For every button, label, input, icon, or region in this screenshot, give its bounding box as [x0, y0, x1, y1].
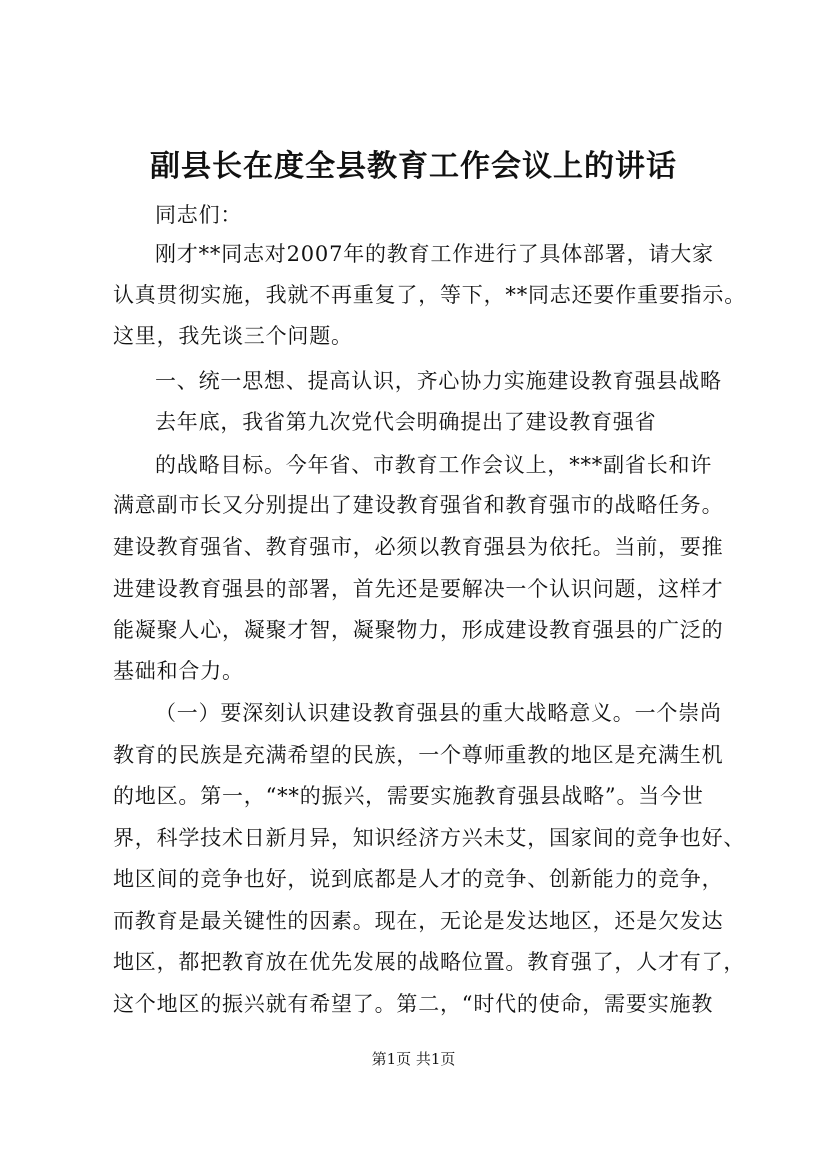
paragraph-line: 刚才**同志对2007年的教育工作进行了具体部署，请大家: [155, 242, 714, 266]
section-heading: 一、统一思想、提高认识，齐心协力实施建设教育强县战略: [155, 369, 722, 393]
paragraph-line: 认真贯彻实施，我就不再重复了，等下，**同志还要作重要指示。: [113, 283, 746, 307]
salutation: 同志们：: [155, 203, 243, 227]
paragraph-line: 的地区。第一，“**的振兴，需要实施教育强县战略”。当今世: [113, 784, 704, 808]
paragraph-line: 界，科学技术日新月异，知识经济方兴未艾，国家间的竞争也好、: [113, 826, 746, 850]
paragraph-line: 能凝聚人心，凝聚才智，凝聚物力，形成建设教育强县的广泛的: [113, 618, 724, 642]
paragraph-line: 地区，都把教育放在优先发展的战略位置。教育强了，人才有了，: [113, 950, 746, 974]
paragraph-line: 进建设教育强县的部署，首先还是要解决一个认识问题，这样才: [113, 577, 724, 601]
paragraph-line: 教育的民族是充满希望的民族，一个尊师重教的地区是充满生机: [113, 743, 724, 767]
paragraph-line: 这里，我先谈三个问题。: [113, 324, 353, 348]
paragraph-line: 而教育是最关键性的因素。现在，无论是发达地区，还是欠发达: [113, 909, 724, 933]
paragraph-line: 建设教育强省、教育强市，必须以教育强县为依托。当前，要推: [113, 535, 724, 559]
paragraph-line: 去年底，我省第九次党代会明确提出了建设教育强省: [155, 410, 657, 434]
paragraph-line: 基础和合力。: [113, 659, 244, 683]
document-title: 副县长在度全县教育工作会议上的讲话: [150, 149, 677, 184]
paragraph-line: （一）要深刻认识建设教育强县的重大战略意义。一个崇尚: [155, 701, 722, 725]
paragraph-line: 满意副市长又分别提出了建设教育强省和教育强市的战略任务。: [113, 493, 724, 517]
paragraph-line: 的战略目标。今年省、市教育工作会议上，***副省长和许: [155, 453, 713, 477]
paragraph-line: 地区间的竞争也好，说到底都是人才的竞争、创新能力的竞争，: [113, 867, 724, 891]
page-number-footer: 第1页 共1页: [371, 1050, 456, 1068]
paragraph-line: 这个地区的振兴就有希望了。第二，“时代的使命，需要实施教: [113, 992, 714, 1016]
